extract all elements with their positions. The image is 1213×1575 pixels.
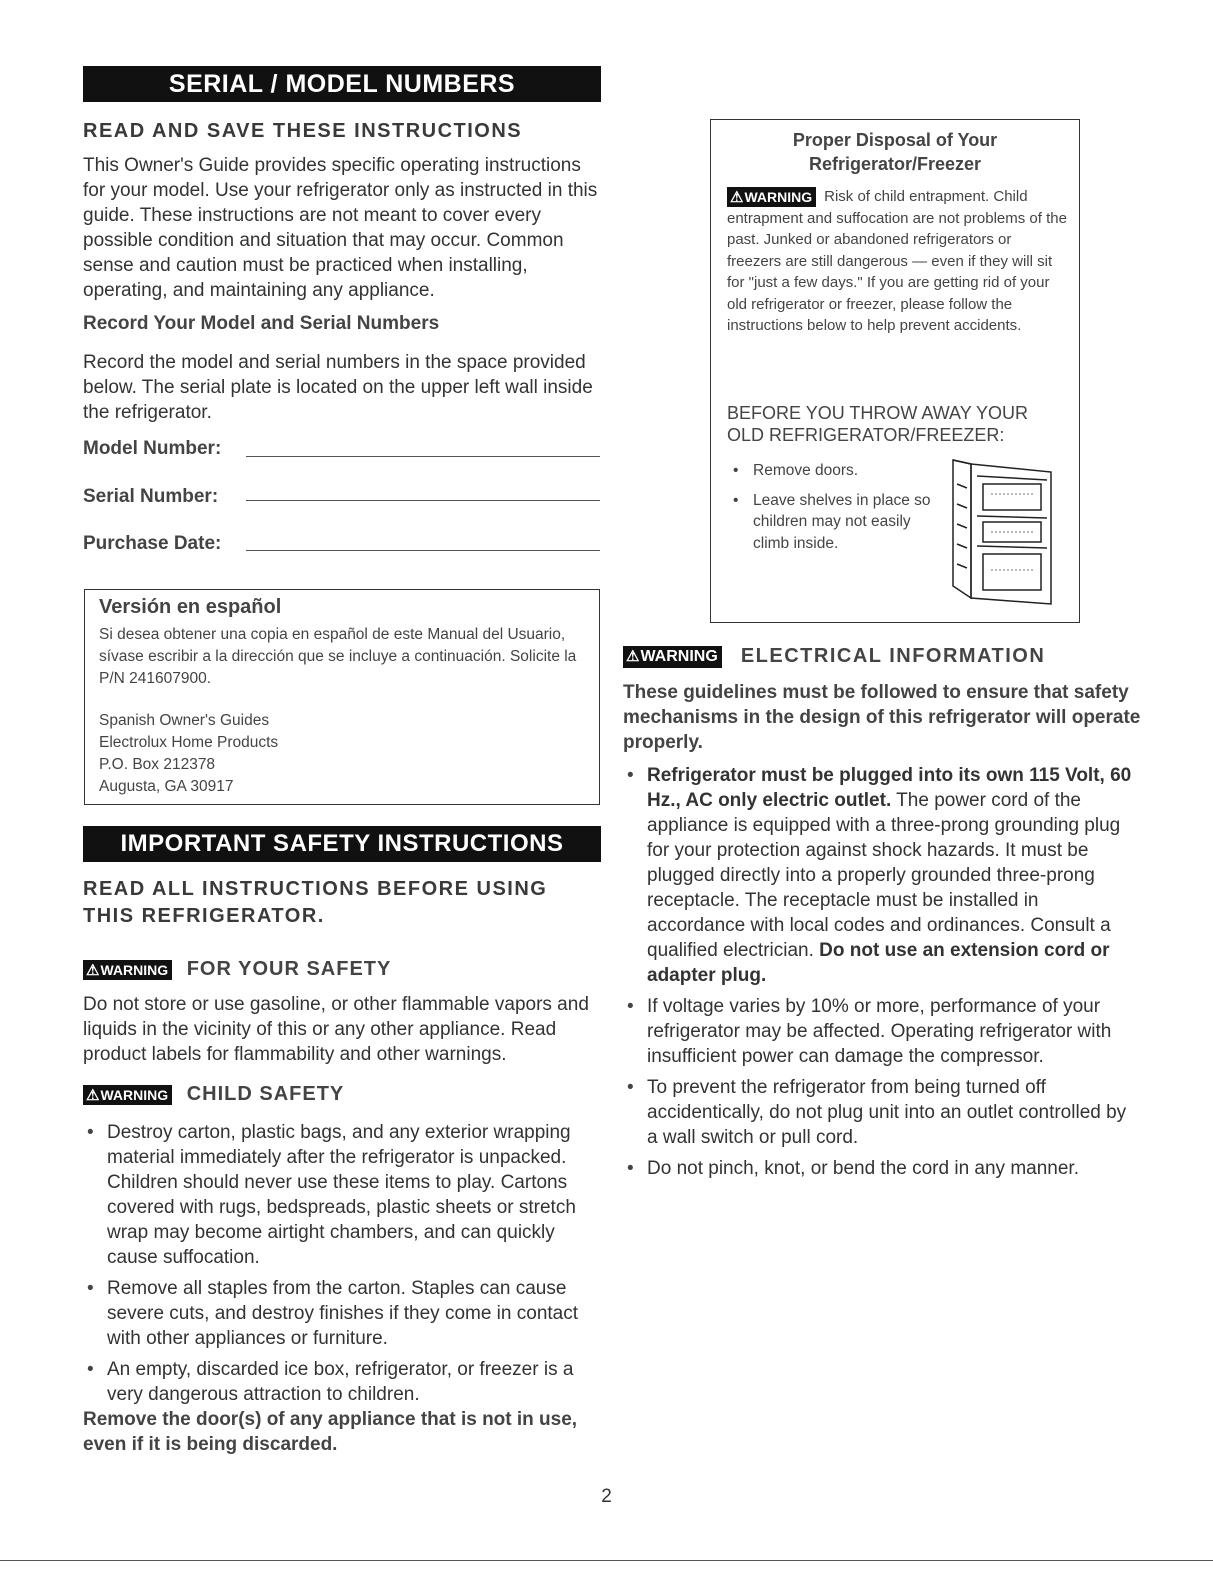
list-item: • If voltage varies by 10% or more, performance of your refrigerator may be affected. Operating refrigerator with insufficient power can damage the compressor. bbox=[623, 994, 1133, 1069]
list-item: • Destroy carton, plastic bags, and any exterior wrapping material immediately after the refrigerator is unpacked. Children should never use these items to play. Cartons covered with rugs, bedspreads, plastic sheets or stretch wrap may become airtight chambers, and can quickly cause suffocation. bbox=[83, 1120, 603, 1270]
child-safety-closing: Remove the door(s) of any appliance that is not in use, even if it is being discarded. bbox=[83, 1409, 578, 1455]
electrical-heading bbox=[623, 645, 1045, 668]
electrical-item1-bold: Refrigerator must be plugged into its own 115 Volt, 60 Hz., AC only electric outlet. bbox=[647, 765, 1132, 811]
list-item: • Do not pinch, knot, or bend the cord in any manner. bbox=[623, 1156, 1133, 1181]
before-line2: OLD REFRIGERATOR/FREEZER: bbox=[727, 425, 1005, 445]
disposal-warning-text bbox=[727, 186, 1067, 337]
read-all-heading-line1: READ ALL INSTRUCTIONS BEFORE USING bbox=[83, 878, 548, 900]
list-item bbox=[623, 763, 1133, 988]
disposal-list bbox=[729, 460, 941, 554]
serial-number-label: Serial Number: bbox=[83, 486, 219, 507]
disposal-warning-lead: Risk of child entrapment. bbox=[824, 188, 990, 205]
disposal-title bbox=[711, 128, 1079, 176]
read-all-heading bbox=[83, 876, 547, 930]
child-safety-list bbox=[83, 1120, 603, 1407]
warning-badge: ⚠WARNING bbox=[83, 1085, 172, 1105]
serial-number-field[interactable] bbox=[246, 500, 600, 501]
disposal-box bbox=[710, 119, 1080, 623]
address-line: Electrolux Home Products bbox=[99, 734, 279, 751]
disposal-title-line1: Proper Disposal of Your bbox=[792, 130, 998, 150]
intro-paragraph: This Owner's Guide provides specific operating instructions for your model. Use your refrigerator only as instructed in this guide. These instructions are not meant to cover every possible condition and situation that may occur. Common sense and caution must be practiced when installing, operating, and maintaining any appliance. bbox=[83, 155, 598, 301]
spanish-text: Si desea obtener una copia en español de este Manual del Usuario, sívase escribir a la dirección que se incluye a continuación. Solicite la P/N 241607900. bbox=[99, 626, 577, 687]
list-item: • To prevent the refrigerator from being turned off accidentically, do not plug unit into an outlet controlled by a wall switch or pull cord. bbox=[623, 1075, 1133, 1150]
purchase-date-field[interactable] bbox=[246, 550, 600, 551]
child-safety-title: CHILD SAFETY bbox=[186, 1083, 345, 1105]
warning-triangle-icon: ⚠ bbox=[86, 961, 100, 979]
electrical-title: ELECTRICAL INFORMATION bbox=[740, 645, 1046, 667]
for-your-safety-heading bbox=[83, 958, 391, 981]
before-line1: BEFORE YOU THROW AWAY YOUR bbox=[727, 403, 1029, 423]
for-safety-title: FOR YOUR SAFETY bbox=[186, 958, 392, 980]
list-item: • An empty, discarded ice box, refrigerator, or freezer is a very dangerous attraction to children. bbox=[83, 1357, 603, 1407]
electrical-item1-text: The power cord of the appliance is equipped with a three-prong grounding plug for your protection against shock hazards. It must be plugged directly into a properly grounded three-prong receptacle. The receptacle must be installed in accordance with local codes and ordinances. Consult a qualified electrician. bbox=[647, 790, 1121, 961]
serial-model-banner: SERIAL / MODEL NUMBERS bbox=[83, 66, 601, 102]
disposal-warning-body: Child entrapment and suffocation are not problems of the past. Junked or abandoned refrigerators or freezers are still dangerous — even if they will sit for "just a few days." If you are getting rid of your old refrigerator or freezer, please follow the instructions below to help prevent accidents. bbox=[727, 188, 1067, 334]
address-line: P.O. Box 212378 bbox=[99, 756, 216, 773]
page-bottom-rule bbox=[0, 1560, 1213, 1561]
spanish-title: Versión en español bbox=[99, 596, 282, 618]
refrigerator-illustration-icon bbox=[943, 454, 1055, 606]
address-line: Augusta, GA 30917 bbox=[99, 778, 234, 795]
spanish-address bbox=[99, 710, 278, 798]
warning-badge: ⚠WARNING bbox=[623, 646, 722, 668]
read-save-heading: READ AND SAVE THESE INSTRUCTIONS bbox=[83, 120, 523, 142]
warning-badge: ⚠WARNING bbox=[727, 187, 816, 207]
electrical-item1-bold-end: Do not use an extension cord or adapter plug. bbox=[647, 940, 1110, 986]
child-safety-heading bbox=[83, 1083, 344, 1106]
list-item: • Leave shelves in place so children may not easily climb inside. bbox=[729, 490, 941, 555]
record-heading: Record Your Model and Serial Numbers bbox=[83, 313, 440, 334]
list-item: • Remove all staples from the carton. Staples can cause severe cuts, and destroy finishes if they come in contact with other appliances or furniture. bbox=[83, 1276, 603, 1351]
purchase-date-label: Purchase Date: bbox=[83, 533, 222, 554]
warning-triangle-icon: ⚠ bbox=[86, 1086, 100, 1104]
disposal-title-line2: Refrigerator/Freezer bbox=[808, 154, 982, 174]
warning-badge: ⚠WARNING bbox=[83, 960, 172, 980]
for-safety-paragraph: Do not store or use gasoline, or other flammable vapors and liquids in the vicinity of this or any other appliance. Read product labels for flammability and other warnings. bbox=[83, 994, 589, 1065]
warning-triangle-icon: ⚠ bbox=[730, 189, 744, 207]
important-safety-banner: IMPORTANT SAFETY INSTRUCTIONS bbox=[83, 826, 601, 862]
list-item: • Remove doors. bbox=[729, 460, 941, 482]
spanish-version-box bbox=[84, 589, 600, 805]
address-line: Spanish Owner's Guides bbox=[99, 712, 270, 729]
read-all-heading-line2: THIS REFRIGERATOR. bbox=[83, 905, 325, 927]
warning-triangle-icon: ⚠ bbox=[626, 647, 640, 665]
model-number-field[interactable] bbox=[246, 456, 600, 457]
electrical-list bbox=[623, 763, 1133, 1181]
page-number: 2 bbox=[601, 1486, 612, 1507]
electrical-intro: These guidelines must be followed to ensure that safety mechanisms in the design of this refrigerator will operate properly. bbox=[623, 682, 1141, 753]
before-throw-away bbox=[727, 402, 1028, 446]
record-paragraph: Record the model and serial numbers in the space provided below. The serial plate is located on the upper left wall inside the refrigerator. bbox=[83, 352, 593, 423]
model-number-label: Model Number: bbox=[83, 438, 222, 459]
